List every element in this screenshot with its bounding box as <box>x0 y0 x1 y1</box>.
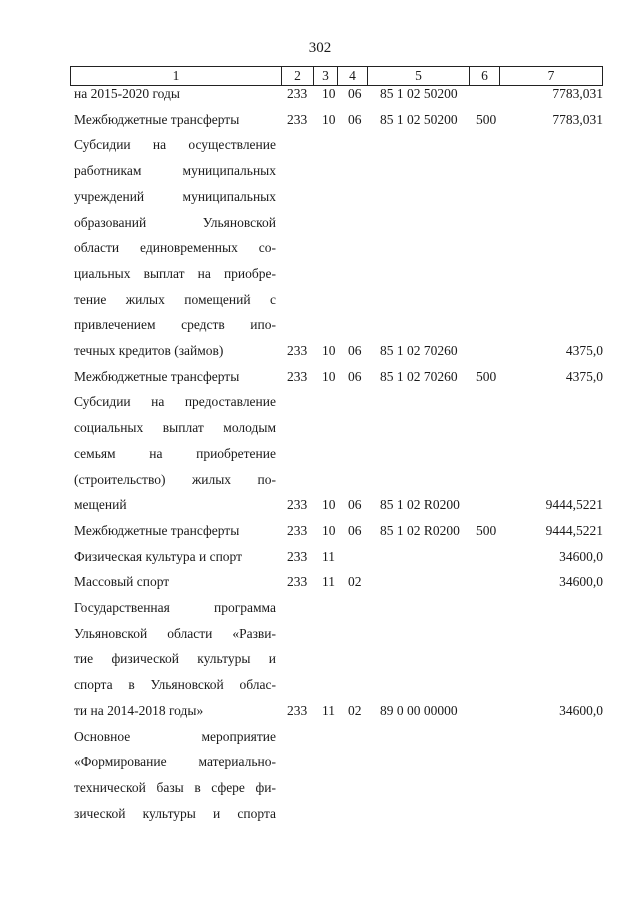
cell-col-2: 233 <box>287 343 308 358</box>
table-row <box>0 108 640 132</box>
column-header-5: 5 <box>368 67 470 86</box>
row-text: циальных выплат на приобре- <box>74 265 276 281</box>
cell-col-7: 9444,5221 <box>545 522 603 538</box>
page-number: 302 <box>308 40 332 56</box>
row-text: технической базы в сфере фи- <box>74 779 276 795</box>
cell-col-3: 10 <box>322 343 336 358</box>
cell-col-3: 10 <box>322 368 336 384</box>
row-text: на 2015-2020 годы <box>74 86 180 101</box>
row-text: зической культуры и спорта <box>74 805 276 821</box>
table-row <box>0 545 640 569</box>
cell-col-3: 11 <box>322 702 335 718</box>
column-header-1: 1 <box>71 67 282 86</box>
row-text: «Формирование материально- <box>74 754 276 770</box>
cell-col-5: 85 1 02 70260 <box>380 343 458 358</box>
cell-col-3: 10 <box>322 497 336 513</box>
cell-col-5: 85 1 02 R0200 <box>380 522 460 538</box>
row-text: Субсидии на осуществление <box>74 137 276 153</box>
cell-col-4: 02 <box>348 702 362 718</box>
cell-col-3: 11 <box>322 574 335 590</box>
table-row <box>0 468 640 492</box>
row-text: Физическая культура и спорт <box>74 548 243 564</box>
table-row <box>0 519 640 543</box>
cell-col-7: 7783,031 <box>552 111 603 127</box>
table-row <box>0 211 640 235</box>
row-text: Межбюджетные трансферты <box>74 111 240 127</box>
cell-col-7: 34600,0 <box>559 702 603 718</box>
table-row <box>0 493 640 517</box>
cell-col-4: 06 <box>348 368 362 384</box>
row-text: области единовременных со- <box>74 240 276 256</box>
row-text: Ульяновской области «Разви- <box>74 625 276 641</box>
row-text: тение жилых помещений с <box>74 291 276 307</box>
row-text: учреждений муниципальных <box>74 188 276 204</box>
cell-col-5: 85 1 02 50200 <box>380 86 458 101</box>
row-text: ти на 2014-2018 годы» <box>74 702 204 718</box>
table-row <box>0 442 640 466</box>
cell-col-6: 500 <box>476 522 497 538</box>
cell-col-7: 9444,5221 <box>545 497 603 513</box>
cell-col-2: 233 <box>287 548 308 564</box>
table-row <box>0 725 640 749</box>
table-row <box>0 159 640 183</box>
cell-col-2: 233 <box>287 86 308 101</box>
cell-col-2: 233 <box>287 497 308 513</box>
row-text: Межбюджетные трансферты <box>74 368 240 384</box>
row-text: (строительство) жилых по- <box>74 471 276 487</box>
cell-col-4: 06 <box>348 86 362 101</box>
row-text: Субсидии на предоставление <box>74 394 276 410</box>
cell-col-7: 4375,0 <box>565 368 603 384</box>
cell-col-4: 06 <box>348 522 362 538</box>
cell-col-4: 02 <box>348 574 362 590</box>
row-text: мещений <box>74 497 127 513</box>
row-text: Основное мероприятие <box>74 728 276 744</box>
table-row <box>0 339 640 363</box>
row-text: семьям на приобретение <box>74 445 276 461</box>
row-text: образований Ульяновской <box>74 214 276 230</box>
cell-col-2: 233 <box>287 702 308 718</box>
row-text: тие физической культуры и <box>74 651 276 667</box>
table-row <box>0 262 640 286</box>
table-row <box>0 647 640 671</box>
row-text: Массовый спорт <box>74 574 170 590</box>
table-row <box>0 802 640 826</box>
cell-col-4: 06 <box>348 343 362 358</box>
cell-col-6: 500 <box>476 111 497 127</box>
cell-col-2: 233 <box>287 368 308 384</box>
table-row <box>0 776 640 800</box>
table-row <box>0 596 640 620</box>
row-text: социальных выплат молодым <box>74 420 276 436</box>
table-row <box>0 570 640 594</box>
table-row <box>0 622 640 646</box>
cell-col-5: 85 1 02 50200 <box>380 111 458 127</box>
cell-col-2: 233 <box>287 111 308 127</box>
table-row <box>0 365 640 389</box>
column-header-7: 7 <box>500 67 603 86</box>
table-row <box>0 416 640 440</box>
column-header-2: 2 <box>282 67 314 86</box>
table-row <box>0 673 640 697</box>
table-row <box>0 313 640 337</box>
cell-col-4: 06 <box>348 497 362 513</box>
table-row <box>0 390 640 414</box>
cell-col-7: 34600,0 <box>559 548 603 564</box>
cell-col-7: 4375,0 <box>565 343 603 358</box>
cell-col-6: 500 <box>476 368 497 384</box>
table-row <box>0 750 640 774</box>
cell-col-3: 10 <box>322 86 336 101</box>
column-header-3: 3 <box>314 67 338 86</box>
row-text: спорта в Ульяновской облас- <box>74 677 276 693</box>
row-text: Государственная программа <box>74 600 276 615</box>
cell-col-4: 06 <box>348 111 362 127</box>
cell-col-7: 34600,0 <box>559 574 603 590</box>
cell-col-2: 233 <box>287 522 308 538</box>
table-row <box>0 236 640 260</box>
table-row <box>0 288 640 312</box>
row-text: привлечением средств ипо- <box>74 317 276 333</box>
cell-col-7: 7783,031 <box>552 86 603 101</box>
row-text: работникам муниципальных <box>74 163 276 179</box>
table-row <box>0 699 640 723</box>
row-text: Межбюджетные трансферты <box>74 522 240 538</box>
column-header-4: 4 <box>338 67 368 86</box>
cell-col-2: 233 <box>287 574 308 590</box>
table-row <box>0 185 640 209</box>
cell-col-5: 85 1 02 70260 <box>380 368 458 384</box>
table-row <box>0 82 640 106</box>
table-row <box>0 133 640 157</box>
cell-col-3: 10 <box>322 522 336 538</box>
cell-col-3: 11 <box>322 548 335 564</box>
cell-col-5: 85 1 02 R0200 <box>380 497 460 513</box>
cell-col-3: 10 <box>322 111 336 127</box>
row-text: течных кредитов (займов) <box>74 343 224 358</box>
cell-col-5: 89 0 00 00000 <box>380 702 458 718</box>
column-header-6: 6 <box>470 67 500 86</box>
